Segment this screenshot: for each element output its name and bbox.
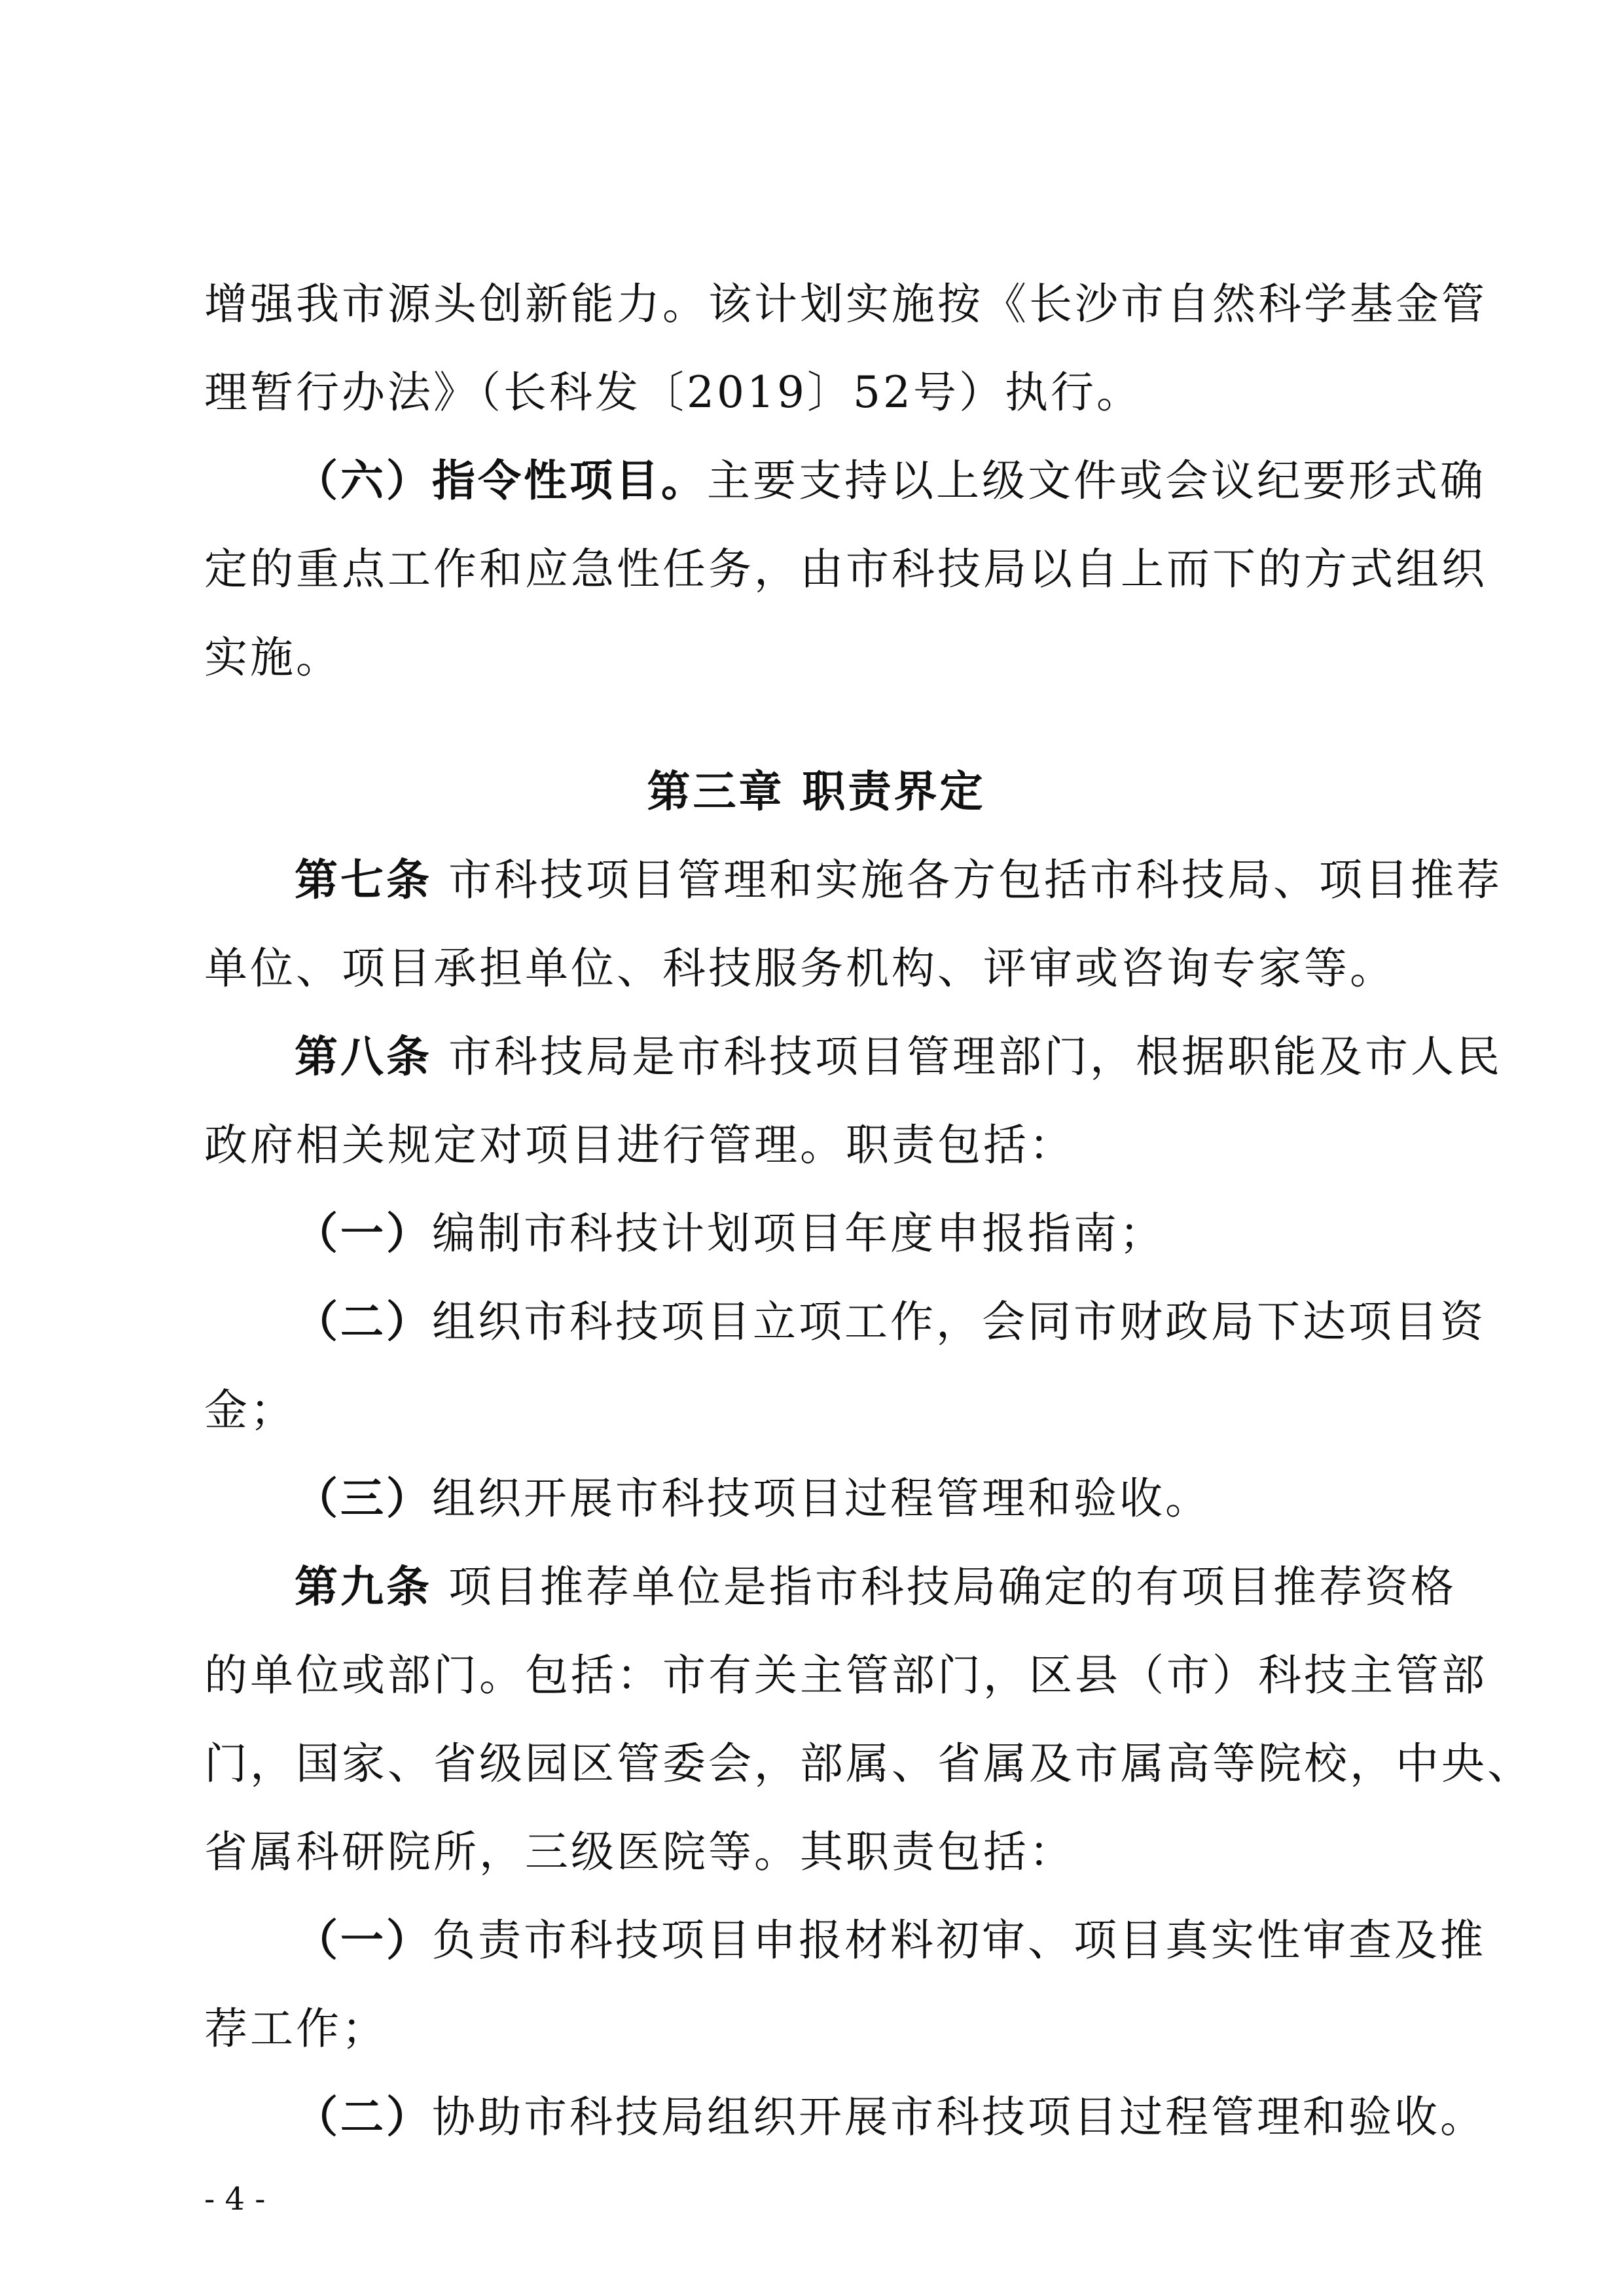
article7-line-1 [295,834,1502,926]
item-six-line-1 [295,435,1486,527]
item-six-line-2: 定的重点工作和应急性任务，由市科技局以自上而下的方式组织 [204,544,1487,594]
article8-item-3 [295,1453,1428,1545]
article9-item-1-label: （一） [295,1915,432,1965]
article8-item-1 [295,1188,1428,1280]
article8-line-2: 政府相关规定对项目进行管理。职责包括： [204,1120,1075,1170]
chapter-heading: 第三章 职责界定 [647,766,986,817]
item-six-text: 主要支持以上级文件或会议纪要形式确 [707,456,1486,506]
article8-text: 市科技局是市科技项目管理部门，根据职能及市人民 [432,1031,1502,1082]
article9-item-1-text: 负责市科技项目申报材料初审、项目真实性审查及推 [432,1915,1486,1965]
article8-item-2 [295,1276,1486,1368]
article9-item-1-line-2: 荐工作； [204,2003,388,2054]
intro-line-1: 增强我市源头创新能力。该计划实施按《长沙市自然科学基金管 [204,279,1487,329]
article8-item-2-text: 组织市科技项目立项工作，会同市财政局下达项目资 [432,1297,1486,1347]
article8-item-1-label: （一） [295,1208,432,1259]
article9-line-2: 的单位或部门。包括：市有关主管部门，区县（市）科技主管部 [204,1650,1487,1700]
article8-item-2-label: （二） [295,1297,432,1347]
page-number: - 4 - [204,2181,266,2217]
article9-item-2 [295,2072,1486,2163]
article8-item-2-line-2: 金； [204,1385,296,1435]
article8-item-3-label: （三） [295,1473,432,1524]
article8-label: 第八条 [295,1031,432,1082]
intro-line-2: 理暂行办法》（长科发〔2019〕52号）执行。 [204,367,1142,418]
article9-item-2-label: （二） [295,2092,432,2142]
article9-text: 项目推荐单位是指市科技局确定的有项目推荐资格 [432,1562,1456,1612]
article8-line-1 [295,1011,1502,1103]
article9-line-4: 省属科研院所，三级医院等。其职责包括： [204,1827,1075,1877]
article9-line-1 [295,1541,1456,1633]
article7-label: 第七条 [295,855,432,905]
article9-item-1 [295,1895,1486,1986]
item-six-line-3: 实施。 [204,632,342,683]
article8-item-1-text: 编制市科技计划项目年度申报指南； [432,1208,1165,1259]
article9-label: 第九条 [295,1562,432,1612]
item-six-label: （六）指令性项目。 [295,456,707,506]
article7-text: 市科技项目管理和实施各方包括市科技局、项目推荐 [432,855,1502,905]
article7-line-2: 单位、项目承担单位、科技服务机构、评审或咨询专家等。 [204,943,1396,994]
article9-line-3: 门，国家、省级园区管委会，部属、省属及市属高等院校，中央、 [204,1738,1533,1789]
article9-item-2-text: 协助市科技局组织开展市科技项目过程管理和验收。 [432,2092,1486,2142]
article8-item-3-text: 组织开展市科技项目过程管理和验收。 [432,1473,1211,1524]
